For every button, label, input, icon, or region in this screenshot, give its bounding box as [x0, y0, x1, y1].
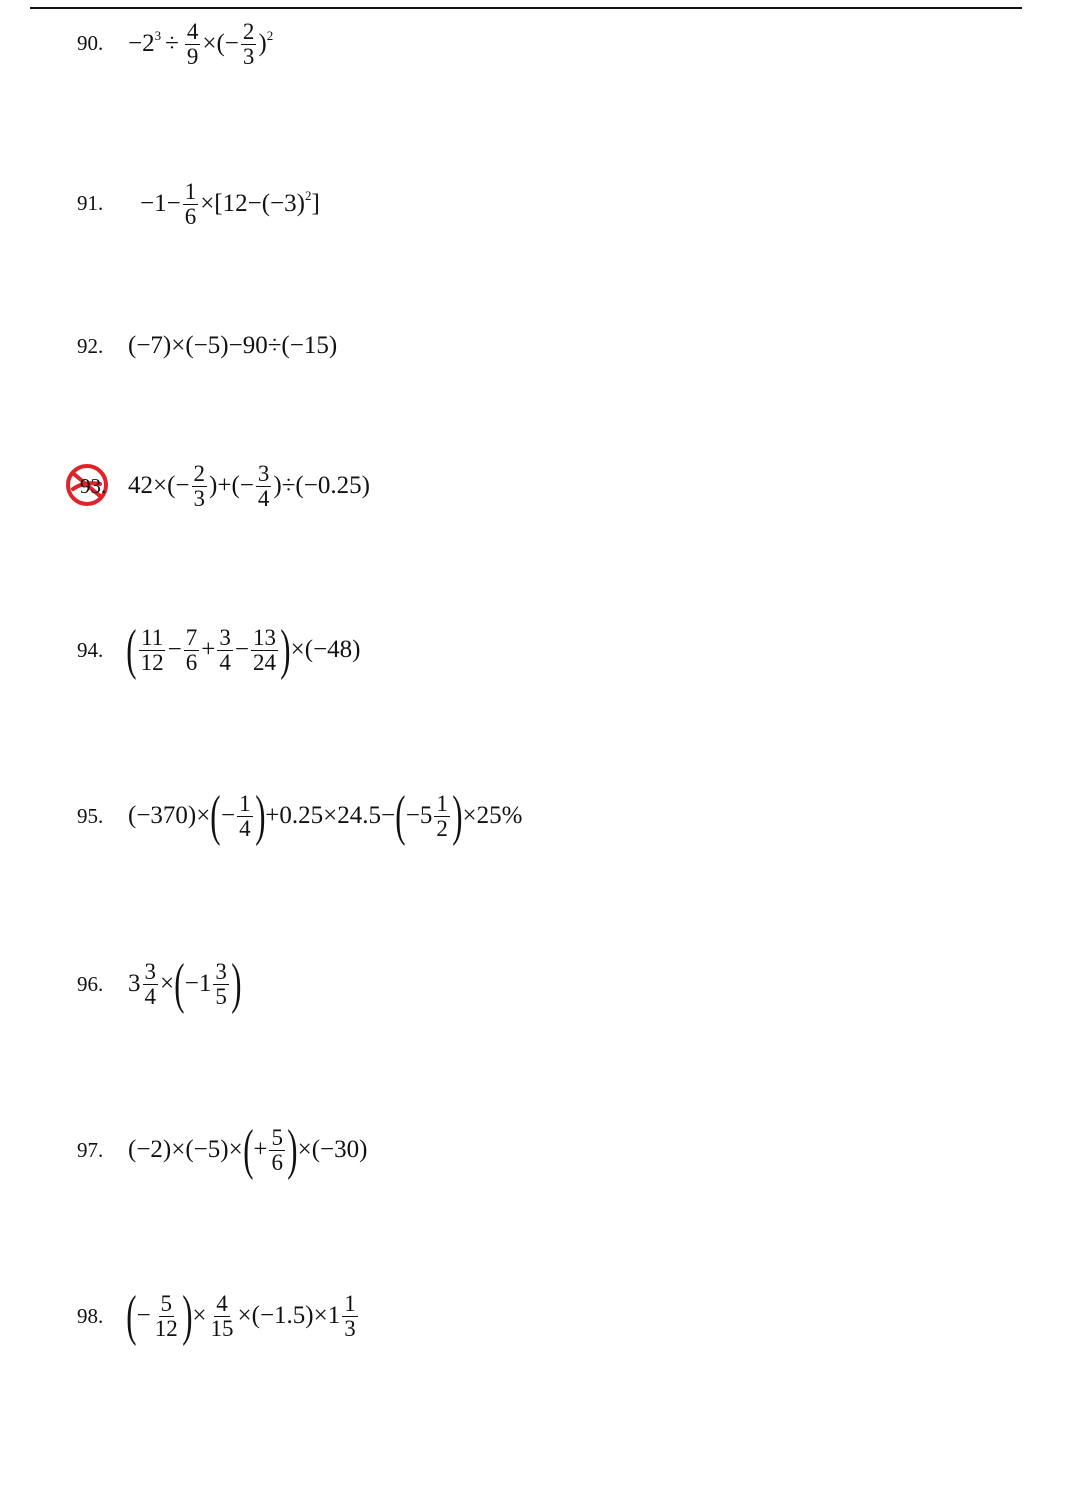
numerator: 5 — [271, 1124, 283, 1150]
expr-text: −5 — [405, 802, 433, 829]
problem-94 — [0, 614, 1040, 694]
numerator: 11 — [141, 624, 164, 650]
expr-text: )+(− — [209, 472, 254, 499]
exponent: 2 — [266, 28, 274, 43]
operator: − — [167, 636, 182, 663]
problem-91 — [0, 170, 1040, 250]
denominator: 9 — [186, 43, 199, 69]
problem-expression — [140, 172, 320, 236]
denominator: 4 — [219, 649, 231, 675]
problem-96 — [0, 948, 1040, 1028]
problem-expression — [128, 12, 273, 76]
fraction — [217, 626, 233, 675]
operator: − — [221, 802, 236, 829]
denominator: 4 — [144, 983, 156, 1009]
right-paren: ) — [254, 785, 266, 847]
numerator: 1 — [239, 790, 251, 816]
right-paren: ) — [452, 785, 463, 847]
numerator: 13 — [252, 624, 276, 650]
numerator: 4 — [186, 18, 199, 44]
left-paren: ( — [242, 1119, 254, 1181]
denominator: 6 — [185, 649, 198, 675]
problem-expression — [128, 328, 337, 364]
numerator: 3 — [144, 958, 156, 984]
denominator: 4 — [257, 485, 270, 511]
expr-text: 42×(− — [128, 472, 190, 499]
numerator: 5 — [160, 1290, 173, 1316]
denominator: 2 — [436, 815, 448, 841]
fraction — [185, 20, 201, 69]
denominator: 6 — [271, 1149, 283, 1175]
numerator: 3 — [215, 958, 227, 984]
fraction — [256, 462, 272, 511]
operator: + — [253, 1136, 268, 1163]
expr-text: −2 — [128, 30, 155, 57]
problem-expression — [126, 1282, 360, 1350]
left-paren: ( — [126, 619, 137, 681]
numerator: 1 — [436, 790, 448, 816]
problem-97 — [0, 1114, 1040, 1194]
expr-text: ×(−48) — [290, 636, 361, 663]
top-rule — [30, 7, 1022, 9]
problem-number: 91. — [77, 191, 104, 215]
expr-text: −1 — [184, 970, 212, 997]
fraction — [184, 626, 200, 675]
left-paren: ( — [210, 785, 221, 847]
expr-text: ×(− — [202, 30, 239, 57]
fraction — [209, 1292, 236, 1341]
expr-text: ÷ — [165, 30, 179, 57]
expr-text: (−2)×(−5)× — [128, 1136, 243, 1163]
denominator: 5 — [215, 983, 227, 1009]
numerator: 3 — [257, 460, 270, 486]
fraction — [143, 960, 159, 1009]
denominator: 6 — [184, 203, 197, 229]
expr-text: )÷(−0.25) — [273, 472, 370, 499]
expr-text: ×25% — [462, 802, 523, 829]
expr-text: ] — [311, 190, 320, 217]
expr-text: ×(−30) — [297, 1136, 368, 1163]
fraction — [342, 1292, 358, 1341]
fraction — [237, 792, 253, 841]
denominator: 3 — [242, 43, 255, 69]
fraction — [241, 20, 257, 69]
left-paren: ( — [126, 1285, 137, 1347]
problem-93 — [0, 452, 1040, 532]
problem-90 — [0, 10, 1040, 90]
left-paren: ( — [395, 785, 406, 847]
problem-95 — [0, 780, 1040, 860]
operator: + — [201, 636, 216, 663]
problem-number: 98. — [77, 1304, 104, 1328]
left-paren: ( — [174, 953, 185, 1015]
numerator: 3 — [219, 624, 231, 650]
expr-text: 3 — [128, 970, 141, 997]
fraction — [251, 626, 278, 675]
problem-number: 96. — [77, 972, 104, 996]
expr-text: ) — [258, 30, 267, 57]
operator: − — [136, 1302, 151, 1329]
problem-expression — [128, 782, 522, 850]
fraction — [434, 792, 450, 841]
problem-expression — [126, 616, 361, 684]
expr-text: (−370)× — [128, 802, 211, 829]
problem-number: 93. — [80, 474, 107, 498]
problem-number: 95. — [77, 804, 104, 828]
numerator: 2 — [242, 18, 255, 44]
expr-text: (−7)×(−5)−90÷(−15) — [128, 332, 338, 359]
numerator: 4 — [216, 1290, 228, 1316]
fraction — [139, 626, 166, 675]
problem-number: 97. — [77, 1138, 104, 1162]
problem-expression — [128, 950, 242, 1018]
expr-text: −1− — [140, 190, 181, 217]
denominator: 12 — [154, 1315, 178, 1341]
right-paren: ) — [181, 1285, 193, 1347]
expr-text: +0.25×24.5− — [265, 802, 396, 829]
operator: × — [160, 970, 175, 997]
problem-92 — [0, 320, 1040, 400]
operator: × — [192, 1302, 207, 1329]
fraction — [183, 180, 199, 229]
problem-98 — [0, 1280, 1040, 1360]
denominator: 12 — [140, 649, 164, 675]
expr-text: ×[12−(−3) — [200, 190, 305, 217]
operator: − — [234, 636, 249, 663]
right-paren: ) — [231, 953, 242, 1015]
denominator: 4 — [239, 815, 251, 841]
denominator: 3 — [344, 1315, 356, 1341]
exponent: 2 — [304, 188, 312, 203]
fraction — [153, 1292, 180, 1341]
numerator: 7 — [185, 624, 198, 650]
denominator: 24 — [252, 649, 276, 675]
fraction — [213, 960, 229, 1009]
numerator: 2 — [193, 460, 206, 486]
problem-expression — [128, 1116, 367, 1184]
expr-text: ×(−1.5)×1 — [237, 1302, 341, 1329]
fraction — [269, 1126, 285, 1175]
exponent: 3 — [154, 28, 162, 43]
problem-number: 94. — [77, 638, 104, 662]
problem-number: 90. — [77, 31, 104, 55]
problem-number: 92. — [77, 334, 104, 358]
problem-expression — [128, 454, 370, 518]
right-paren: ) — [287, 1119, 298, 1181]
numerator: 1 — [184, 178, 197, 204]
denominator: 3 — [193, 485, 206, 511]
right-paren: ) — [280, 619, 291, 681]
numerator: 1 — [344, 1290, 356, 1316]
fraction — [192, 462, 208, 511]
denominator: 15 — [210, 1315, 234, 1341]
